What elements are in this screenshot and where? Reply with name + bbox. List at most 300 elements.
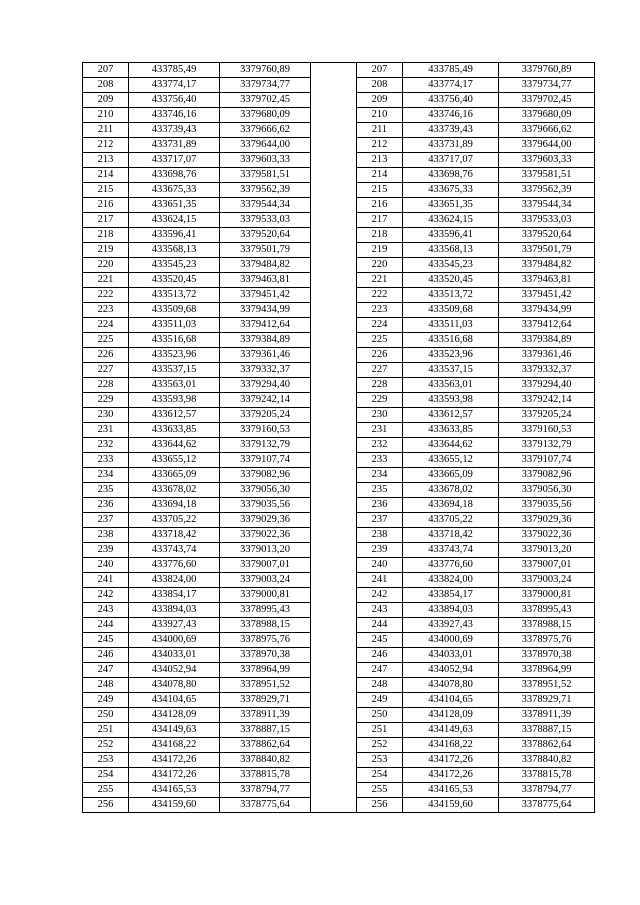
right-point-number: 228 <box>357 378 403 393</box>
left-point-number: 243 <box>83 603 129 618</box>
right-y-coordinate: 3379013,20 <box>499 543 595 558</box>
left-x-coordinate: 433593,98 <box>129 393 220 408</box>
left-x-coordinate: 433624,15 <box>129 213 220 228</box>
right-x-coordinate: 434159,60 <box>403 798 499 813</box>
right-y-coordinate: 3379581,51 <box>499 168 595 183</box>
left-y-coordinate: 3378975,76 <box>220 633 311 648</box>
left-point-number: 228 <box>83 378 129 393</box>
left-x-coordinate: 433774,17 <box>129 78 220 93</box>
right-point-number: 211 <box>357 123 403 138</box>
left-point-number: 208 <box>83 78 129 93</box>
left-y-coordinate: 3379412,64 <box>220 318 311 333</box>
column-gap <box>311 288 357 303</box>
column-gap <box>311 363 357 378</box>
right-point-number: 251 <box>357 723 403 738</box>
left-y-coordinate: 3379581,51 <box>220 168 311 183</box>
column-gap <box>311 528 357 543</box>
left-point-number: 254 <box>83 768 129 783</box>
table-row <box>83 273 595 288</box>
column-gap <box>311 633 357 648</box>
left-y-coordinate: 3378840,82 <box>220 753 311 768</box>
right-y-coordinate: 3379484,82 <box>499 258 595 273</box>
left-x-coordinate: 433596,41 <box>129 228 220 243</box>
left-y-coordinate: 3378970,38 <box>220 648 311 663</box>
left-point-number: 207 <box>83 63 129 78</box>
right-x-coordinate: 434149,63 <box>403 723 499 738</box>
left-point-number: 219 <box>83 243 129 258</box>
column-gap <box>311 183 357 198</box>
left-x-coordinate: 433731,89 <box>129 138 220 153</box>
right-point-number: 255 <box>357 783 403 798</box>
left-point-number: 250 <box>83 708 129 723</box>
right-y-coordinate: 3379734,77 <box>499 78 595 93</box>
right-point-number: 241 <box>357 573 403 588</box>
left-x-coordinate: 433756,40 <box>129 93 220 108</box>
table-row <box>83 783 595 798</box>
right-y-coordinate: 3379760,89 <box>499 63 595 78</box>
column-gap <box>311 243 357 258</box>
left-point-number: 227 <box>83 363 129 378</box>
right-y-coordinate: 3379000,81 <box>499 588 595 603</box>
left-point-number: 221 <box>83 273 129 288</box>
right-x-coordinate: 433624,15 <box>403 213 499 228</box>
left-y-coordinate: 3379003,24 <box>220 573 311 588</box>
right-point-number: 248 <box>357 678 403 693</box>
left-x-coordinate: 434168,22 <box>129 738 220 753</box>
table-row <box>83 708 595 723</box>
left-x-coordinate: 433717,07 <box>129 153 220 168</box>
right-x-coordinate: 433513,72 <box>403 288 499 303</box>
left-y-coordinate: 3378995,43 <box>220 603 311 618</box>
column-gap <box>311 783 357 798</box>
left-x-coordinate: 433651,35 <box>129 198 220 213</box>
column-gap <box>311 138 357 153</box>
column-gap <box>311 588 357 603</box>
left-point-number: 235 <box>83 483 129 498</box>
table-row <box>83 738 595 753</box>
table-row <box>83 363 595 378</box>
column-gap <box>311 543 357 558</box>
right-x-coordinate: 433593,98 <box>403 393 499 408</box>
left-y-coordinate: 3378815,78 <box>220 768 311 783</box>
right-point-number: 229 <box>357 393 403 408</box>
left-y-coordinate: 3379000,81 <box>220 588 311 603</box>
right-y-coordinate: 3379242,14 <box>499 393 595 408</box>
right-point-number: 208 <box>357 78 403 93</box>
right-x-coordinate: 433675,33 <box>403 183 499 198</box>
left-x-coordinate: 433718,42 <box>129 528 220 543</box>
right-x-coordinate: 433718,42 <box>403 528 499 543</box>
left-y-coordinate: 3379029,36 <box>220 513 311 528</box>
left-point-number: 252 <box>83 738 129 753</box>
left-x-coordinate: 433655,12 <box>129 453 220 468</box>
table-row <box>83 588 595 603</box>
right-x-coordinate: 434033,01 <box>403 648 499 663</box>
left-point-number: 225 <box>83 333 129 348</box>
right-point-number: 222 <box>357 288 403 303</box>
table-row <box>83 543 595 558</box>
right-x-coordinate: 433854,17 <box>403 588 499 603</box>
right-y-coordinate: 3378862,64 <box>499 738 595 753</box>
left-x-coordinate: 433612,57 <box>129 408 220 423</box>
right-x-coordinate: 433894,03 <box>403 603 499 618</box>
right-y-coordinate: 3378964,99 <box>499 663 595 678</box>
table-row <box>83 243 595 258</box>
right-y-coordinate: 3378794,77 <box>499 783 595 798</box>
right-y-coordinate: 3379451,42 <box>499 288 595 303</box>
table-row <box>83 318 595 333</box>
left-point-number: 232 <box>83 438 129 453</box>
left-y-coordinate: 3379562,39 <box>220 183 311 198</box>
left-point-number: 217 <box>83 213 129 228</box>
right-x-coordinate: 433756,40 <box>403 93 499 108</box>
left-point-number: 229 <box>83 393 129 408</box>
table-row <box>83 453 595 468</box>
right-point-number: 220 <box>357 258 403 273</box>
right-point-number: 236 <box>357 498 403 513</box>
table-row <box>83 288 595 303</box>
table-row <box>83 483 595 498</box>
right-point-number: 215 <box>357 183 403 198</box>
right-point-number: 244 <box>357 618 403 633</box>
column-gap <box>311 723 357 738</box>
column-gap <box>311 108 357 123</box>
right-y-coordinate: 3379603,33 <box>499 153 595 168</box>
left-point-number: 238 <box>83 528 129 543</box>
right-point-number: 223 <box>357 303 403 318</box>
left-x-coordinate: 434165,53 <box>129 783 220 798</box>
right-x-coordinate: 434000,69 <box>403 633 499 648</box>
right-point-number: 224 <box>357 318 403 333</box>
left-x-coordinate: 434052,94 <box>129 663 220 678</box>
left-point-number: 241 <box>83 573 129 588</box>
left-point-number: 231 <box>83 423 129 438</box>
right-y-coordinate: 3378951,52 <box>499 678 595 693</box>
left-y-coordinate: 3379384,89 <box>220 333 311 348</box>
right-y-coordinate: 3378988,15 <box>499 618 595 633</box>
column-gap <box>311 648 357 663</box>
right-y-coordinate: 3379082,96 <box>499 468 595 483</box>
left-y-coordinate: 3379035,56 <box>220 498 311 513</box>
column-gap <box>311 483 357 498</box>
left-x-coordinate: 433665,09 <box>129 468 220 483</box>
right-y-coordinate: 3379029,36 <box>499 513 595 528</box>
right-y-coordinate: 3379205,24 <box>499 408 595 423</box>
right-y-coordinate: 3379412,64 <box>499 318 595 333</box>
column-gap <box>311 453 357 468</box>
column-gap <box>311 273 357 288</box>
left-x-coordinate: 433644,62 <box>129 438 220 453</box>
table-row <box>83 438 595 453</box>
right-point-number: 210 <box>357 108 403 123</box>
left-point-number: 216 <box>83 198 129 213</box>
right-y-coordinate: 3378815,78 <box>499 768 595 783</box>
column-gap <box>311 63 357 78</box>
right-x-coordinate: 433776,60 <box>403 558 499 573</box>
left-y-coordinate: 3379544,34 <box>220 198 311 213</box>
column-gap <box>311 513 357 528</box>
right-x-coordinate: 433545,23 <box>403 258 499 273</box>
right-y-coordinate: 3379384,89 <box>499 333 595 348</box>
right-y-coordinate: 3379680,09 <box>499 108 595 123</box>
table-row <box>83 258 595 273</box>
right-x-coordinate: 433927,43 <box>403 618 499 633</box>
left-y-coordinate: 3378988,15 <box>220 618 311 633</box>
column-gap <box>311 693 357 708</box>
left-point-number: 226 <box>83 348 129 363</box>
left-y-coordinate: 3378862,64 <box>220 738 311 753</box>
right-point-number: 225 <box>357 333 403 348</box>
right-y-coordinate: 3379520,64 <box>499 228 595 243</box>
right-point-number: 217 <box>357 213 403 228</box>
right-x-coordinate: 433717,07 <box>403 153 499 168</box>
left-y-coordinate: 3378887,15 <box>220 723 311 738</box>
right-point-number: 227 <box>357 363 403 378</box>
right-x-coordinate: 433523,96 <box>403 348 499 363</box>
table-row <box>83 333 595 348</box>
right-point-number: 219 <box>357 243 403 258</box>
right-x-coordinate: 433746,16 <box>403 108 499 123</box>
left-x-coordinate: 433854,17 <box>129 588 220 603</box>
column-gap <box>311 213 357 228</box>
right-y-coordinate: 3379702,45 <box>499 93 595 108</box>
right-point-number: 249 <box>357 693 403 708</box>
left-point-number: 242 <box>83 588 129 603</box>
coordinates-table <box>82 62 595 813</box>
left-x-coordinate: 433746,16 <box>129 108 220 123</box>
column-gap <box>311 198 357 213</box>
right-x-coordinate: 433698,76 <box>403 168 499 183</box>
column-gap <box>311 573 357 588</box>
left-point-number: 230 <box>83 408 129 423</box>
right-x-coordinate: 434104,65 <box>403 693 499 708</box>
right-x-coordinate: 433596,41 <box>403 228 499 243</box>
right-x-coordinate: 434168,22 <box>403 738 499 753</box>
table-row <box>83 558 595 573</box>
column-gap <box>311 93 357 108</box>
table-row <box>83 138 595 153</box>
left-y-coordinate: 3379434,99 <box>220 303 311 318</box>
left-x-coordinate: 434159,60 <box>129 798 220 813</box>
table-row <box>83 378 595 393</box>
left-x-coordinate: 433785,49 <box>129 63 220 78</box>
table-row <box>83 393 595 408</box>
table-row <box>83 723 595 738</box>
left-point-number: 215 <box>83 183 129 198</box>
right-y-coordinate: 3379007,01 <box>499 558 595 573</box>
right-y-coordinate: 3378887,15 <box>499 723 595 738</box>
left-point-number: 224 <box>83 318 129 333</box>
left-x-coordinate: 433776,60 <box>129 558 220 573</box>
right-y-coordinate: 3379666,62 <box>499 123 595 138</box>
right-point-number: 214 <box>357 168 403 183</box>
table-row <box>83 108 595 123</box>
left-point-number: 237 <box>83 513 129 528</box>
left-point-number: 209 <box>83 93 129 108</box>
left-y-coordinate: 3379702,45 <box>220 93 311 108</box>
table-row <box>83 498 595 513</box>
table-row <box>83 513 595 528</box>
left-point-number: 249 <box>83 693 129 708</box>
left-x-coordinate: 433523,96 <box>129 348 220 363</box>
table-row <box>83 678 595 693</box>
table-row <box>83 228 595 243</box>
column-gap <box>311 708 357 723</box>
left-y-coordinate: 3379022,36 <box>220 528 311 543</box>
right-x-coordinate: 433678,02 <box>403 483 499 498</box>
right-y-coordinate: 3379022,36 <box>499 528 595 543</box>
column-gap <box>311 618 357 633</box>
left-point-number: 234 <box>83 468 129 483</box>
column-gap <box>311 378 357 393</box>
table-row <box>83 408 595 423</box>
right-x-coordinate: 433516,68 <box>403 333 499 348</box>
right-point-number: 242 <box>357 588 403 603</box>
table-row <box>83 78 595 93</box>
left-x-coordinate: 433743,74 <box>129 543 220 558</box>
table-row <box>83 198 595 213</box>
right-x-coordinate: 433563,01 <box>403 378 499 393</box>
left-y-coordinate: 3379501,79 <box>220 243 311 258</box>
left-y-coordinate: 3379451,42 <box>220 288 311 303</box>
right-x-coordinate: 433509,68 <box>403 303 499 318</box>
right-point-number: 212 <box>357 138 403 153</box>
left-y-coordinate: 3379734,77 <box>220 78 311 93</box>
right-y-coordinate: 3379644,00 <box>499 138 595 153</box>
left-y-coordinate: 3379294,40 <box>220 378 311 393</box>
right-y-coordinate: 3378995,43 <box>499 603 595 618</box>
right-y-coordinate: 3379562,39 <box>499 183 595 198</box>
right-y-coordinate: 3379003,24 <box>499 573 595 588</box>
left-point-number: 246 <box>83 648 129 663</box>
left-y-coordinate: 3378911,39 <box>220 708 311 723</box>
left-x-coordinate: 433694,18 <box>129 498 220 513</box>
right-point-number: 221 <box>357 273 403 288</box>
right-y-coordinate: 3379533,03 <box>499 213 595 228</box>
column-gap <box>311 663 357 678</box>
right-y-coordinate: 3379544,34 <box>499 198 595 213</box>
right-point-number: 243 <box>357 603 403 618</box>
right-point-number: 231 <box>357 423 403 438</box>
left-y-coordinate: 3379760,89 <box>220 63 311 78</box>
right-y-coordinate: 3379332,37 <box>499 363 595 378</box>
left-x-coordinate: 434128,09 <box>129 708 220 723</box>
right-point-number: 238 <box>357 528 403 543</box>
right-y-coordinate: 3378929,71 <box>499 693 595 708</box>
left-x-coordinate: 434104,65 <box>129 693 220 708</box>
table-row <box>83 528 595 543</box>
left-point-number: 213 <box>83 153 129 168</box>
column-gap <box>311 168 357 183</box>
left-y-coordinate: 3379056,30 <box>220 483 311 498</box>
left-y-coordinate: 3379160,53 <box>220 423 311 438</box>
right-x-coordinate: 433731,89 <box>403 138 499 153</box>
right-x-coordinate: 433655,12 <box>403 453 499 468</box>
left-x-coordinate: 433739,43 <box>129 123 220 138</box>
right-point-number: 207 <box>357 63 403 78</box>
left-y-coordinate: 3379082,96 <box>220 468 311 483</box>
left-y-coordinate: 3379007,01 <box>220 558 311 573</box>
table-row <box>83 303 595 318</box>
left-point-number: 255 <box>83 783 129 798</box>
left-point-number: 218 <box>83 228 129 243</box>
left-y-coordinate: 3379533,03 <box>220 213 311 228</box>
right-point-number: 216 <box>357 198 403 213</box>
column-gap <box>311 768 357 783</box>
left-y-coordinate: 3379666,62 <box>220 123 311 138</box>
left-y-coordinate: 3379132,79 <box>220 438 311 453</box>
left-point-number: 240 <box>83 558 129 573</box>
right-x-coordinate: 434172,26 <box>403 753 499 768</box>
left-y-coordinate: 3379013,20 <box>220 543 311 558</box>
left-x-coordinate: 434149,63 <box>129 723 220 738</box>
table-row <box>83 663 595 678</box>
table-row <box>83 468 595 483</box>
right-x-coordinate: 434052,94 <box>403 663 499 678</box>
right-point-number: 230 <box>357 408 403 423</box>
right-point-number: 218 <box>357 228 403 243</box>
right-x-coordinate: 434128,09 <box>403 708 499 723</box>
left-point-number: 239 <box>83 543 129 558</box>
column-gap <box>311 348 357 363</box>
right-x-coordinate: 434172,26 <box>403 768 499 783</box>
left-x-coordinate: 433537,15 <box>129 363 220 378</box>
left-y-coordinate: 3379680,09 <box>220 108 311 123</box>
left-y-coordinate: 3378951,52 <box>220 678 311 693</box>
left-x-coordinate: 433927,43 <box>129 618 220 633</box>
right-point-number: 234 <box>357 468 403 483</box>
right-point-number: 252 <box>357 738 403 753</box>
left-x-coordinate: 433509,68 <box>129 303 220 318</box>
right-y-coordinate: 3378775,64 <box>499 798 595 813</box>
table-row <box>83 423 595 438</box>
column-gap <box>311 228 357 243</box>
right-x-coordinate: 434078,80 <box>403 678 499 693</box>
column-gap <box>311 333 357 348</box>
table-row <box>83 633 595 648</box>
column-gap <box>311 408 357 423</box>
left-x-coordinate: 433678,02 <box>129 483 220 498</box>
right-y-coordinate: 3378970,38 <box>499 648 595 663</box>
right-x-coordinate: 433520,45 <box>403 273 499 288</box>
left-y-coordinate: 3379644,00 <box>220 138 311 153</box>
right-point-number: 245 <box>357 633 403 648</box>
table-row <box>83 603 595 618</box>
left-point-number: 245 <box>83 633 129 648</box>
left-y-coordinate: 3379463,81 <box>220 273 311 288</box>
column-gap <box>311 258 357 273</box>
left-x-coordinate: 433511,03 <box>129 318 220 333</box>
table-row <box>83 123 595 138</box>
left-x-coordinate: 434172,26 <box>129 768 220 783</box>
left-y-coordinate: 3379107,74 <box>220 453 311 468</box>
table-row <box>83 93 595 108</box>
table-row <box>83 753 595 768</box>
column-gap <box>311 798 357 813</box>
left-y-coordinate: 3378794,77 <box>220 783 311 798</box>
left-y-coordinate: 3379603,33 <box>220 153 311 168</box>
right-point-number: 213 <box>357 153 403 168</box>
right-y-coordinate: 3379501,79 <box>499 243 595 258</box>
column-gap <box>311 318 357 333</box>
right-point-number: 237 <box>357 513 403 528</box>
table-row <box>83 618 595 633</box>
right-x-coordinate: 433774,17 <box>403 78 499 93</box>
column-gap <box>311 123 357 138</box>
left-point-number: 233 <box>83 453 129 468</box>
right-point-number: 209 <box>357 93 403 108</box>
right-x-coordinate: 433743,74 <box>403 543 499 558</box>
